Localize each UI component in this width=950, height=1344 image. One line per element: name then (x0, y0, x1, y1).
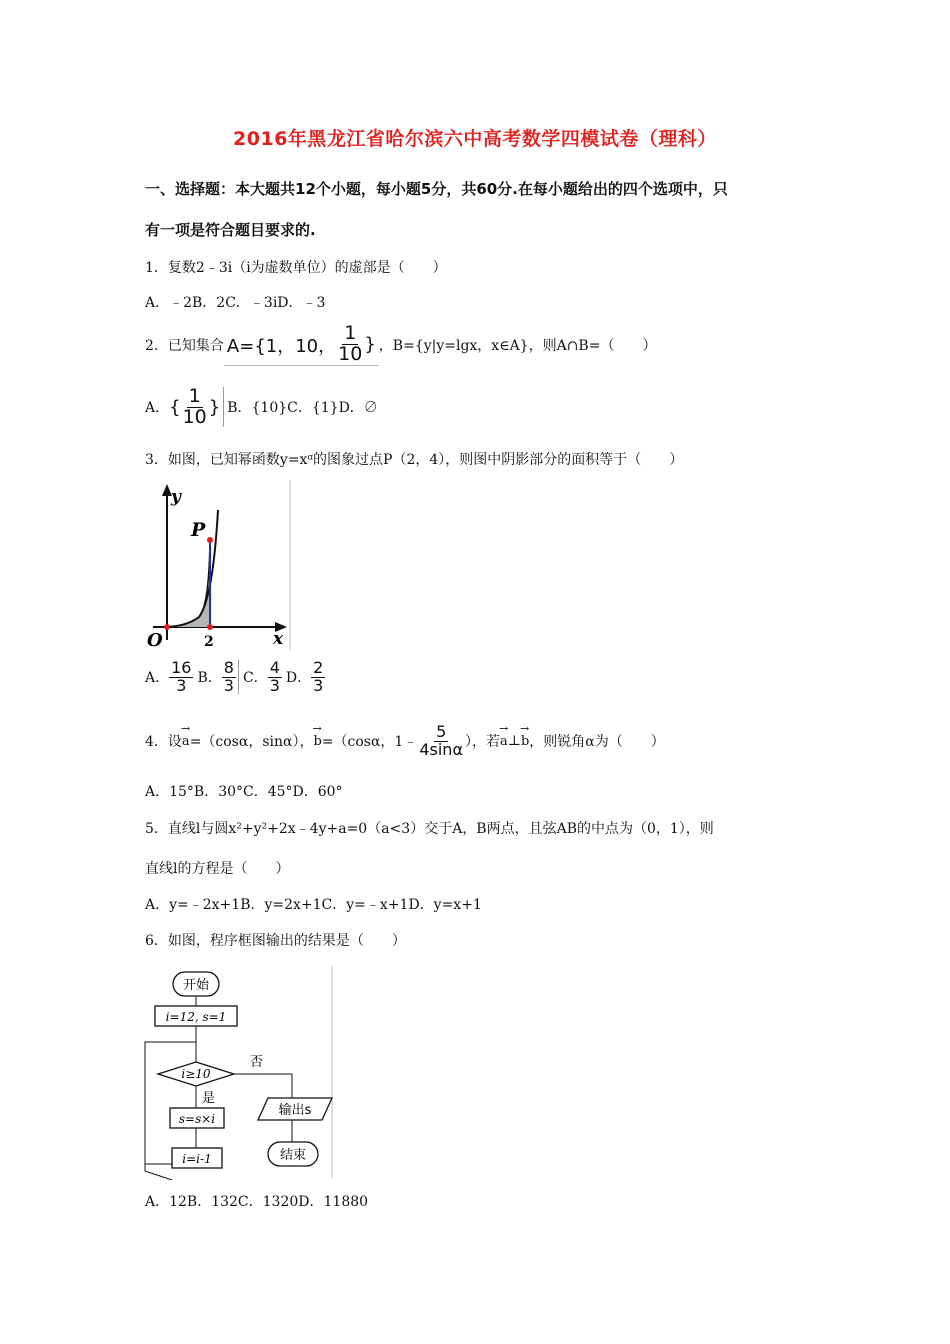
q3-opt-b-fraction (222, 657, 239, 695)
q4-part6: ，则锐角α为（ ） (529, 734, 665, 750)
q1-stem: 1．复数2﹣3i（i为虚数单位）的虚部是（ ） (145, 260, 447, 276)
q3-opt-c-num: 4 (269, 657, 280, 677)
q4-vector-a: → a (182, 734, 190, 749)
q2-stem-pre: 2．已知集合 (145, 338, 224, 354)
q2-set-a (224, 324, 379, 366)
q3-opt-c-fraction (268, 657, 282, 695)
q6-no-label: 否 (250, 1055, 264, 1070)
q4-stem (145, 718, 665, 764)
q1-options: A．﹣2B．2C．﹣3iD．﹣3 (145, 295, 326, 311)
q2-opt-a (169, 384, 224, 428)
q3-power-function-figure (145, 480, 293, 652)
q3-opt-a-fraction (169, 657, 193, 695)
q6-multiply-label: s=s×i (178, 1112, 216, 1126)
q3-label-p: P (191, 519, 206, 541)
q2-opt-a-open: { (169, 396, 181, 418)
q4-part4: ），若 (465, 734, 500, 750)
q6-condition-label: i≥10 (181, 1067, 211, 1081)
q2-set-fraction (336, 324, 364, 365)
q4-part1: 4．设 (145, 734, 182, 750)
section-heading-line1: 一、选择题：本大题共12个小题，每小题5分，共60分.在每小题给出的四个选项中，只 (145, 180, 728, 198)
q4-part2: =（cosα，sinα）， (189, 734, 314, 750)
q4-vector-a-2: → a (500, 734, 508, 749)
q3-opt-a-num: 16 (171, 657, 192, 677)
q2-set-close: } (364, 334, 376, 355)
q2-options (145, 384, 378, 430)
q2-opt-a-label: A． (145, 400, 170, 416)
q3-label-2: 2 (204, 634, 214, 650)
q6-output-label: 输出s (278, 1103, 312, 1118)
q3-opt-d-label: D． (285, 670, 312, 686)
q5-stem-line2: 直线l的方程是（ ） (145, 861, 290, 877)
q3-opt-c-den: 3 (269, 675, 280, 695)
q3-opt-a-label: A． (145, 670, 170, 686)
q3-shaded-region (167, 540, 210, 627)
q6-decrement-label: i=i-1 (182, 1152, 212, 1166)
q6-flowchart (140, 966, 336, 1180)
q4-frac-num: 5 (436, 721, 447, 741)
section-heading-line2: 有一项是符合题目要求的. (145, 221, 316, 239)
q6-start-label: 开始 (182, 978, 210, 993)
q3-label-o: O (147, 630, 163, 651)
q2-set-frac-num: 1 (344, 322, 357, 345)
q2-set-open: A={1，10， (226, 335, 337, 357)
q6-loop-line-2 (145, 1042, 196, 1164)
q4-options: A．15°B．30°C．45°D．60° (145, 784, 343, 800)
q3-label-x: x (273, 629, 284, 649)
q2-opt-a-den: 10 (182, 405, 207, 428)
q3-point-o (164, 624, 170, 630)
q6-stem: 6．如图，程序框图输出的结果是（ ） (145, 933, 406, 949)
q4-perp: ⊥ (507, 733, 521, 749)
q2-opt-a-fraction (181, 384, 209, 428)
q6-options: A．12B．132C．1320D．11880 (145, 1194, 369, 1210)
q6-no-branch (234, 1074, 292, 1098)
q4-part3: =（cosα，1﹣ (321, 734, 418, 750)
q2-stem (145, 322, 656, 368)
q6-yes-label: 是 (202, 1091, 216, 1106)
page-title: 2016年黑龙江省哈尔滨六中高考数学四模试卷（理科） (233, 128, 717, 150)
q3-opt-b-num: 8 (223, 657, 234, 677)
q3-opt-d-num: 2 (313, 657, 324, 677)
q3-opt-c-label: C． (242, 670, 268, 686)
q4-vector-b: → b (313, 734, 321, 749)
q2-set-frac-den: 10 (338, 343, 363, 365)
q4-vector-b-2: → b (521, 734, 529, 749)
q6-init-label: i=12, s=1 (165, 1010, 227, 1024)
q4-frac-den: 4sinα (419, 739, 463, 759)
q3-opt-d-fraction (311, 657, 325, 695)
q3-opt-b-label: B． (197, 670, 222, 686)
q3-opt-a-den: 3 (176, 675, 187, 695)
q3-stem: 3．如图，已知幂函数y=xᵅ的图象过点P（2，4），则图中阴影部分的面积等于（ ） (145, 452, 684, 468)
q2-opt-a-num: 1 (188, 384, 201, 407)
q5-options: A．y=﹣2x+1B．y=2x+1C．y=﹣x+1D．y=x+1 (145, 897, 482, 913)
q3-point-p (207, 537, 213, 543)
q5-stem-line1: 5．直线l与圆x²+y²+2x﹣4y+a=0（a<3）交于A，B两点，且弦AB的中点为（0，1），则 (145, 821, 714, 837)
q3-label-y: y (171, 487, 181, 507)
q6-end-label: 结束 (279, 1148, 307, 1163)
q4-fraction (417, 721, 465, 759)
q3-point-2 (207, 624, 213, 630)
q2-opt-rest: B．{10}C．{1}D．∅ (227, 400, 378, 416)
q3-opt-d-den: 3 (313, 675, 324, 695)
q3-opt-b-den: 3 (223, 675, 234, 695)
q3-options (145, 655, 325, 699)
q2-opt-a-close: } (208, 396, 221, 418)
q2-stem-post: ，B={y|y=lgx，x∈A}，则A∩B=（ ） (378, 338, 657, 354)
